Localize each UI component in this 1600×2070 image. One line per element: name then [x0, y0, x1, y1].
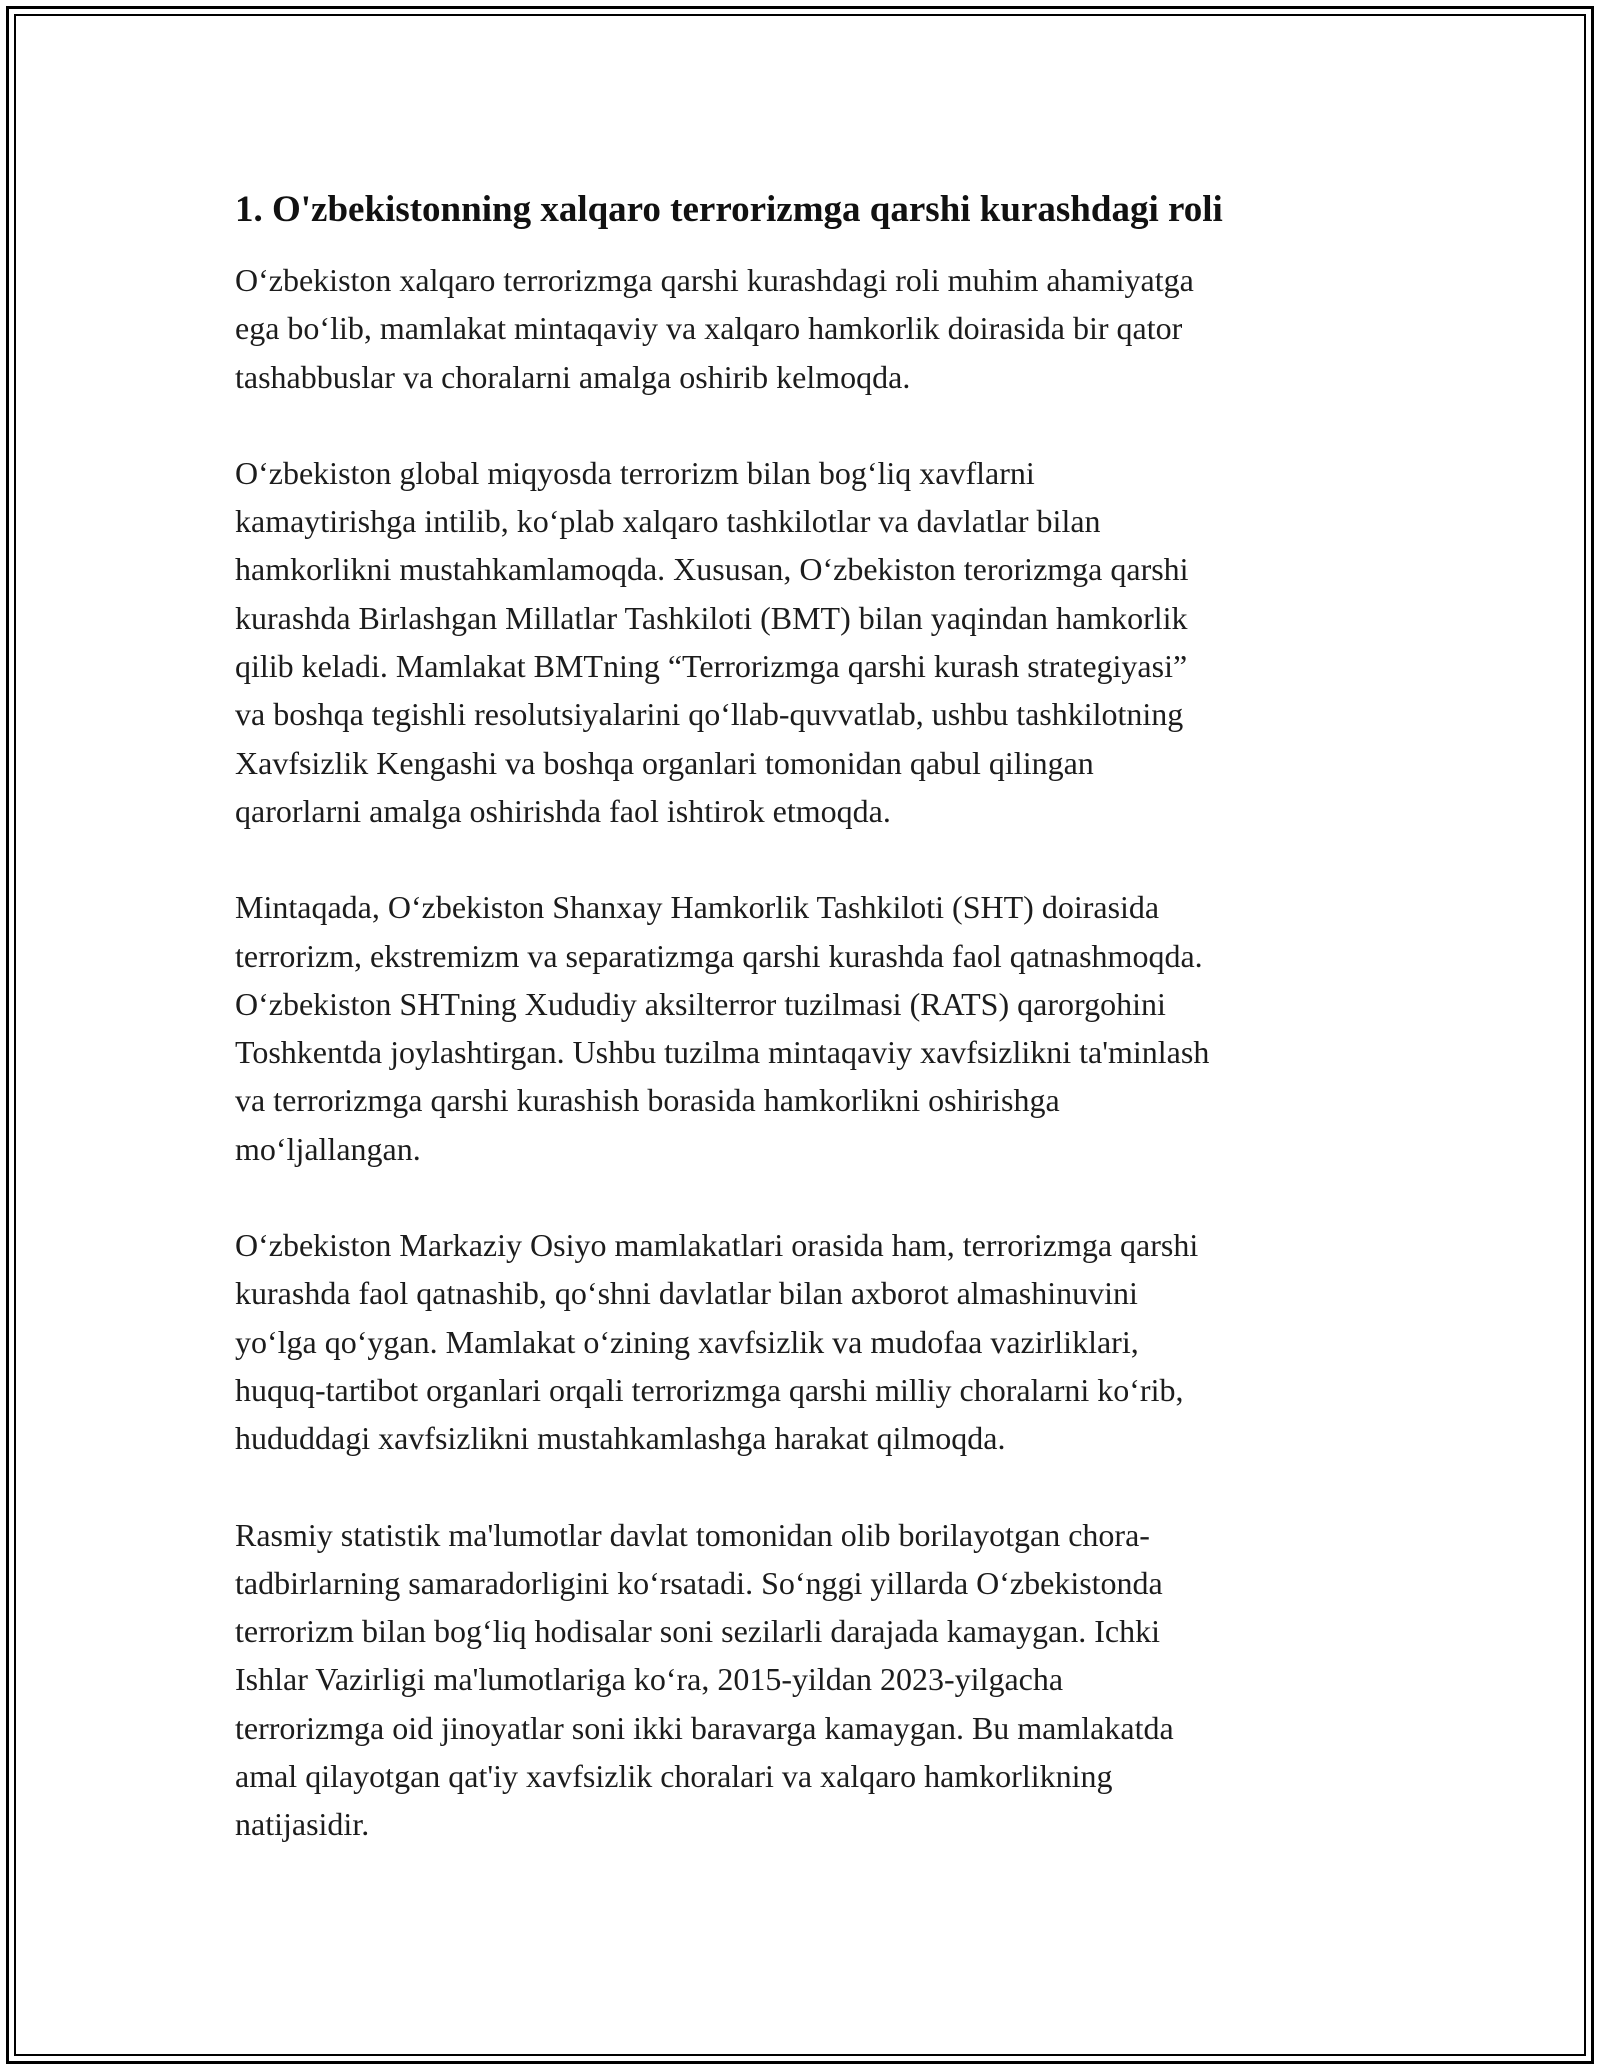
text-line: terrorizmga oid jinoyatlar soni ikki baravarga kamaygan. Bu mamlakatda — [235, 1709, 1174, 1746]
text-line: Xavfsizlik Kengashi va boshqa organlari tomonidan qabul qilingan — [235, 744, 1094, 781]
text-line: ega bo‘lib, mamlakat mintaqaviy va xalqaro hamkorlik doirasida bir qator — [235, 310, 1183, 347]
text-line: terrorizm, ekstremizm va separatizmga qarshi kurashda faol qatnashmoqda. — [235, 937, 1203, 974]
text-line: kurashda faol qatnashib, qo‘shni davlatlar bilan axborot almashinuvini — [235, 1275, 1138, 1312]
text-line: hududdagi xavfsizlikni mustahkamlashga harakat qilmoqda. — [235, 1420, 1006, 1457]
text-line: amal qilayotgan qat'iy xavfsizlik choralari va xalqaro hamkorlikning — [235, 1758, 1113, 1795]
text-line: kamaytirishga intilib, ko‘plab xalqaro tashkilotlar va davlatlar bilan — [235, 503, 1101, 540]
text-line: qilib keladi. Mamlakat BMTning “Terrorizmga qarshi kurash strategiyasi” — [235, 648, 1188, 685]
paragraph-5 — [235, 1511, 1365, 1849]
text-line: Mintaqada, O‘zbekiston Shanxay Hamkorlik Tashkiloti (SHT) doirasida — [235, 889, 1160, 926]
text-line: O‘zbekiston Markaziy Osiyo mamlakatlari orasida ham, terrorizmga qarshi — [235, 1227, 1199, 1264]
paragraph-4 — [235, 1221, 1365, 1462]
document-title: 1. O'zbekistonning xalqaro terrorizmga qarshi kurashdagi roli — [235, 189, 1223, 230]
paragraph-2 — [235, 449, 1365, 835]
document-body — [235, 186, 1365, 1897]
text-line: kurashda Birlashgan Millatlar Tashkiloti (BMT) bilan yaqindan hamkorlik — [235, 599, 1188, 636]
text-line: yo‘lga qo‘ygan. Mamlakat o‘zining xavfsizlik va mudofaa vazirliklari, — [235, 1323, 1139, 1360]
text-line: Rasmiy statistik ma'lumotlar davlat tomonidan olib borilayotgan chora- — [235, 1516, 1150, 1553]
paragraph-3 — [235, 883, 1365, 1173]
text-line: huquq-tartibot organlari orqali terrorizmga qarshi milliy choralarni ko‘rib, — [235, 1371, 1184, 1408]
text-line: O‘zbekiston xalqaro terrorizmga qarshi kurashdagi roli muhim ahamiyatga — [235, 262, 1194, 298]
text-line: va terrorizmga qarshi kurashish borasida hamkorlikni oshirishga — [235, 1082, 1060, 1119]
text-line: terrorizm bilan bog‘liq hodisalar soni sezilarli darajada kamaygan. Ichki — [235, 1613, 1160, 1650]
text-line: tashabbuslar va choralarni amalga oshirib kelmoqda. — [235, 358, 911, 395]
text-line: Toshkentda joylashtirgan. Ushbu tuzilma mintaqaviy xavfsizlikni ta'minlash — [235, 1034, 1210, 1071]
text-line: hamkorlikni mustahkamlamoqda. Xususan, O‘zbekiston terorizmga qarshi — [235, 551, 1189, 588]
text-line: tadbirlarning samaradorligini ko‘rsatadi. So‘nggi yillarda O‘zbekistonda — [235, 1564, 1163, 1601]
text-line: Ishlar Vazirligi ma'lumotlariga ko‘ra, 2015-yildan 2023-yilgacha — [235, 1661, 1064, 1698]
paragraph-1 — [235, 256, 1365, 401]
text-line: O‘zbekiston SHTning Xududiy aksilterror tuzilmasi (RATS) qarorgohini — [235, 985, 1166, 1022]
text-line: natijasidir. — [235, 1806, 370, 1843]
text-line: mo‘ljallangan. — [235, 1130, 421, 1167]
text-line: O‘zbekiston global miqyosda terrorizm bilan bog‘liq xavflarni — [235, 454, 1035, 491]
text-line: qarorlarni amalga oshirishda faol ishtirok etmoqda. — [235, 792, 891, 829]
text-line: va boshqa tegishli resolutsiyalarini qo‘llab-quvvatlab, ushbu tashkilotning — [235, 696, 1184, 733]
